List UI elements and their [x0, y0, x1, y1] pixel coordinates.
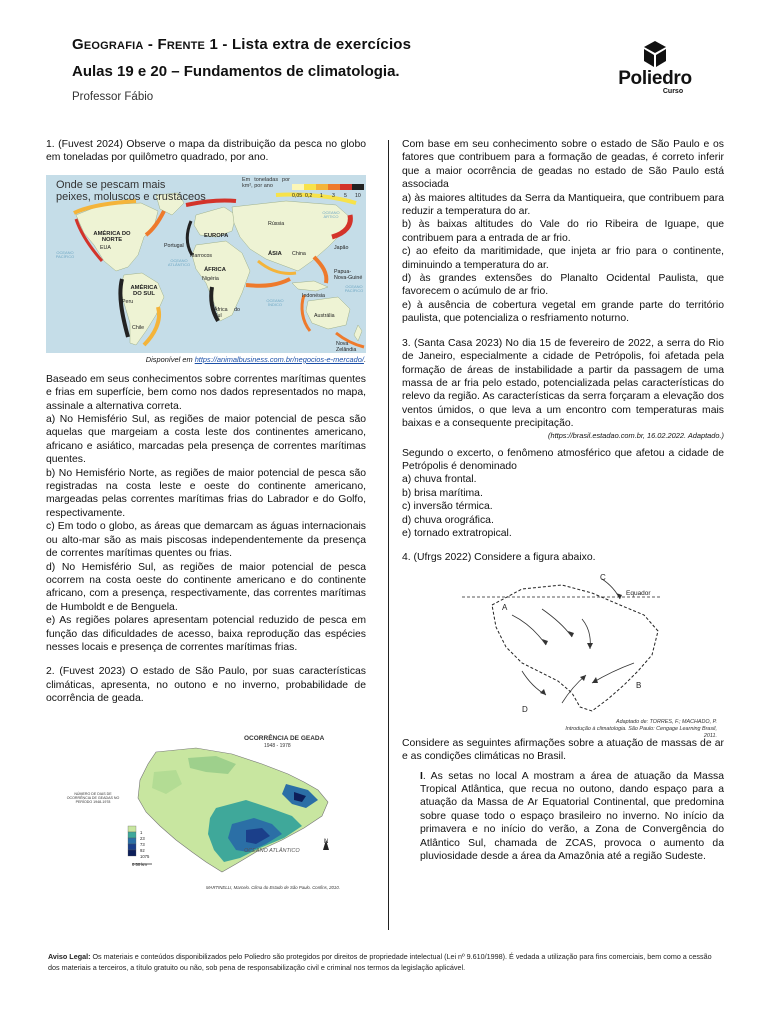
figure-label-c: C — [600, 572, 606, 582]
q1-stem: Baseado em seus conhecimentos sobre correntes marítimas quentes e frias em superfície, bem como nos dados representados no mapa, assinale a alternativa correta. — [46, 373, 366, 412]
right-column — [402, 138, 724, 863]
q3-option-e: e) tornado extratropical. — [402, 527, 512, 539]
fishing-legend-title: Em toneladas por km², por ano — [242, 176, 290, 189]
left-column — [46, 138, 366, 890]
q4-item-i: I. As setas no local A mostram a área de atuação da Massa Tropical Atlântica, que recua no outono, dando espaço para a atuação da Massa de Ar Equatorial Continental, que predomina sobre quase todo o espaço brasileiro no inverno. No início da primavera e no início do verão, a Zona de Convergência do Atlântico Sul, chamada de ZCAS, provoca o aumento da pluviosidade desde a área da Amazônia até a região Sudeste. — [420, 770, 724, 863]
map-label-portugal: Portugal — [164, 242, 184, 249]
map-label-papua: Papua-Nova-Guiné — [334, 268, 363, 281]
legend-value: 1 — [320, 192, 323, 199]
map-label-asia: ÁSIA — [268, 250, 282, 257]
figure-credit: Adaptado de: TORRES, F.; MACHADO, P. Introdução à climatologia. São Paulo: Cengage Learning Brasil, 2011. — [565, 718, 717, 739]
q2-option-e: e) à ausência de cobertura vegetal em grande parte do território paulista, que potencializa o resfriamento noturno. — [402, 299, 724, 325]
map-label-europa: EUROPA — [204, 232, 229, 239]
map-label-america-sul: AMÉRICA DO SUL — [130, 284, 158, 297]
map-label-america-norte: AMÉRICA DO NORTE — [93, 230, 131, 243]
legal-notice — [48, 952, 724, 973]
frost-legend-title: NÚMERO DE DIAS DE OCORRÊNCIA DE GEADAS NO PERÍODO 1948-1978 — [66, 791, 120, 804]
map-label-peru: Peru — [122, 298, 134, 305]
north-arrow-label: N — [324, 838, 329, 845]
q2-option-a: a) às maiores altitudes da Serra da Mantiqueira, que contribuem para reduzir a temperatura do ar. — [402, 192, 724, 218]
legal-notice-label: Aviso Legal: — [48, 952, 91, 961]
figure-label-a: A — [502, 602, 508, 612]
q2-option-c: c) ao efeito da maritimidade, que injeta ar frio para o continente, diminuindo a temperatura do ar. — [402, 246, 724, 271]
q1-option-a: a) No Hemisfério Sul, as regiões de maior potencial de pesca são aquelas que margeiam a costa leste dos continentes americano, africano e asiático, marcadas pela presença de correntes marítimas quentes. — [46, 414, 366, 466]
frost-legend-value: 73 — [140, 841, 145, 847]
map-label-australia: Austrália — [314, 312, 335, 319]
list-label: - Lista extra de exercícios — [218, 36, 412, 53]
cube-icon — [642, 40, 668, 68]
legend-value: 0,05 — [292, 192, 303, 199]
fishing-map — [46, 175, 366, 353]
q1-option-e: e) As regiões polares apresentam potencial reduzido de pesca em função das dificuldades de acesso, baixa reprodução das espécies nesses locais e presença de correntes marítimas frias. — [46, 615, 366, 653]
q2-option-d: d) às grandes extensões do Planalto Ocidental Paulista, que favorecem o acúmulo de ar frio. — [402, 273, 724, 298]
map-label-nz: Nova Zelândia — [336, 340, 357, 353]
ocean-label: OCEANO PACÍFICO — [55, 249, 75, 260]
q2-intro: 2. (Fuvest 2023) O estado de São Paulo, por suas características climáticas, apresenta, no outono e no inverno, probabilidade de ocorrência de geada. — [46, 666, 366, 705]
frost-map-credit: MARTINELLI, Marcelo. Clima do Estado de São Paulo. Confins, 2010. — [206, 884, 340, 890]
frost-legend-value: 92 — [140, 847, 145, 853]
frost-legend-value: 1075 — [140, 853, 150, 859]
q1-source: Disponível em https://animalbusiness.com.br/negocios-e-mercado/. — [145, 354, 366, 364]
q2-stem: Com base em seu conhecimento sobre o estado de São Paulo e os fatores que contribuem para a formação de geadas, é correto inferir que a maior ocorrência de geadas no estado de São Paulo está associada — [402, 139, 724, 191]
ocean-label: OCEANO ÁRTICO — [322, 209, 340, 220]
q3-option-d: d) chuva orográfica. — [402, 514, 494, 526]
q4-stem: Considere as seguintes afirmações sobre a atuação de massas de ar e as condições climáticas no Brasil. — [402, 737, 724, 763]
q3-stem: Segundo o excerto, o fenômeno atmosférico que afetou a cidade de Petrópolis é denominado — [402, 447, 724, 472]
header-title — [72, 36, 632, 53]
legend-value: 5 — [344, 192, 347, 199]
logo-sub: Curso — [662, 88, 684, 95]
fishing-map-title: Onde se pescam mais peixes, moluscos e crustáceos — [56, 178, 206, 203]
ocean-label: OCEANO ATLÂNTICO — [167, 257, 191, 268]
map-label-china: China — [292, 250, 306, 257]
legend-value: 0,2 — [305, 192, 313, 199]
frost-legend-value: 1 — [140, 829, 143, 835]
figure-label-b: B — [636, 680, 642, 690]
ocean-label: OCEANO PACÍFICO — [344, 283, 364, 294]
equator-label: Equador — [626, 589, 651, 597]
map-label-chile: Chile — [132, 324, 145, 331]
frost-map — [56, 712, 346, 890]
frost-legend-value: 23 — [140, 835, 145, 841]
q4-intro: 4. (Ufrgs 2022) Considere a figura abaixo. — [402, 552, 596, 564]
professor-name: Professor Fábio — [72, 91, 154, 103]
q1-intro: 1. (Fuvest 2024) Observe o mapa da distribuição da pesca no globo em toneladas por quilômetro quadrado, por ano. — [46, 139, 366, 164]
ocean-label: OCEANO ÍNDICO — [266, 297, 284, 308]
q3-source: (https://brasil.estadao.com.br, 16.02.2022. Adaptado.) — [548, 430, 724, 440]
source-link[interactable]: https://animalbusiness.com.br/negocios-e-mercado/ — [194, 354, 364, 364]
q3-option-a: a) chuva frontal. — [402, 474, 477, 486]
brazil-outline-graphic — [462, 575, 712, 725]
q3-option-b: b) brisa marítima. — [402, 487, 483, 499]
frost-map-scale: 0 50 km — [132, 861, 147, 867]
q1-option-c: c) Em todo o globo, as áreas que demarcam as águas internacionais ou alto-mar são as mais piscosas independentemente da presença de correntes marítimas quentes ou frias. — [46, 521, 366, 560]
page-header — [72, 36, 632, 103]
logo-name: Poliedro — [618, 68, 692, 89]
lesson-title: Aulas 19 e 20 – Fundamentos de climatologia. — [72, 63, 400, 80]
map-label-eua: EUA — [100, 244, 111, 251]
map-label-indonesia: Indonésia — [302, 292, 325, 299]
subject-label: Geografia - Frente 1 — [72, 36, 219, 53]
figure-label-d: D — [522, 704, 528, 714]
map-label-russia: Rússia — [268, 220, 285, 227]
frost-map-title: OCORRÊNCIA DE GEADA — [244, 734, 325, 742]
map-label-marrocos: Marrocos — [190, 252, 213, 259]
frost-map-years: 1948 - 1978 — [264, 742, 291, 749]
q1-option-d: d) No Hemisfério Sul, as regiões de maior potencial de pesca ocorrem na costa oeste do continente americano e do continente africano, com a presença, respectivamente, das correntes marítimas de Humboldt e de Benguela. — [46, 561, 366, 613]
q3-intro: 3. (Santa Casa 2023) No dia 15 de fevereiro de 2022, a serra do Rio de Janeiro, especialmente a cidade de Petrópolis, foi afetada pela formação de áreas de instabilidade a partir da passagem de uma massa de ar fria pelo estado, potencializada pelas características do relevo da região. As características da serra forçaram a elevação dos ventos úmidos, o que leva a um encontro com temperaturas mais baixas e a consequente precipitação. — [402, 337, 724, 430]
legal-notice-text: Os materiais e conteúdos disponibilizados pelo Poliedro são protegidos por direitos de propriedade intelectual (Lei nº 9.610/1998). É vedada a utilização para fins comerciais, bem como a cessão dos materiais a terceiros, a título gratuito ou não, sob pena de responsabilização civil e criminal nos termos da legislação aplicável. — [48, 952, 712, 972]
map-label-nigeria: Nigéria — [202, 275, 219, 282]
brazil-air-masses-figure — [462, 572, 717, 739]
q3-option-c: c) inversão térmica. — [402, 501, 493, 513]
map-label-africa: ÁFRICA — [204, 266, 226, 273]
legend-value: 10 — [355, 192, 361, 199]
q2-option-b: b) às baixas altitudes do Vale do rio Ribeira de Iguape, que contribuem para a entrada de ar frio. — [402, 219, 724, 244]
poliedro-logo — [600, 40, 710, 110]
column-divider — [388, 140, 389, 930]
map-label-japao: Japão — [334, 244, 349, 251]
q1-option-b: b) No Hemisfério Norte, as regiões de maior potencial de pesca são registradas na costa leste e oeste do continente americano, margeadas pelas correntes marítimas frias do Labrador e do Golfo, respectivamente. — [46, 467, 366, 519]
frost-map-ocean: OCEANO ATLÂNTICO — [244, 847, 300, 854]
legend-value: 3 — [332, 192, 335, 199]
map-label-africa-sul: África do Sul — [214, 306, 240, 319]
